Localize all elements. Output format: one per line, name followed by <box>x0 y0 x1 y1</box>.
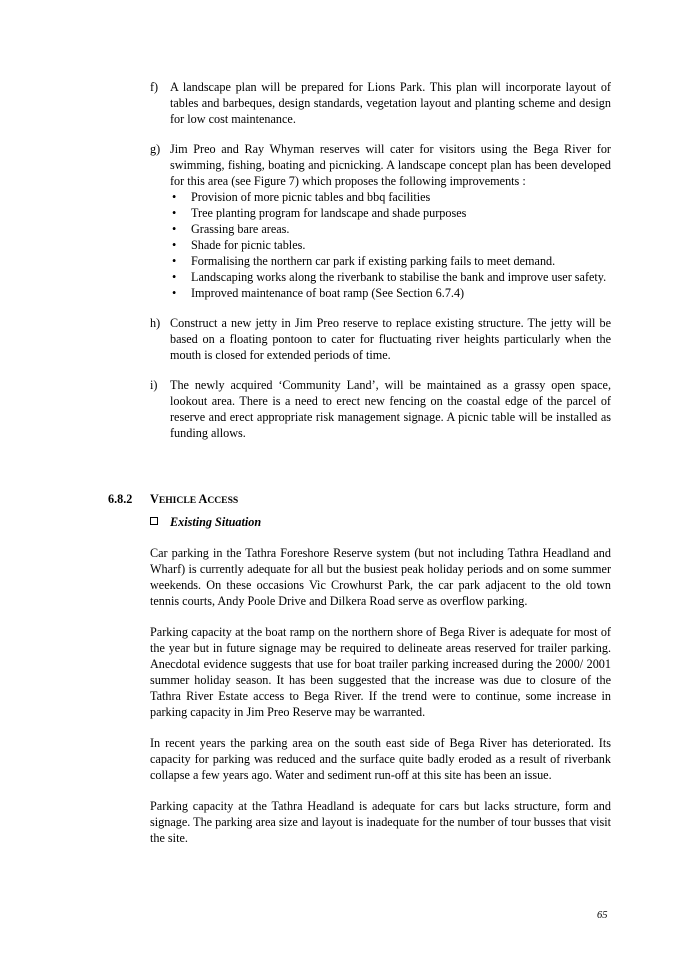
section-number: 6.8.2 <box>108 492 133 506</box>
bullet-item: • Tree planting program for landscape and shade purposes <box>172 206 467 220</box>
bullet-item: • Improved maintenance of boat ramp (See Section 6.7.4) <box>172 286 465 300</box>
checkbox-bullet-icon <box>150 517 158 525</box>
paragraph: In recent years the parking area on the south east side of Bega River has deteriorated. Its capacity for parking was reduced and the surface quite badly eroded as a result of riverbank collapse a few years ago. Water and sediment run-off at this site has been an issue. <box>150 736 611 782</box>
bullet-icon: • <box>172 190 177 204</box>
bullet-icon: • <box>172 238 177 252</box>
item-letter: h) <box>150 316 161 330</box>
item-text: Construct a new jetty in Jim Preo reserve to replace existing structure. The jetty will be based on a floating pontoon to cater for fluctuating river heights particularly when the mouth is closed for extended periods of time. <box>170 316 611 362</box>
body-text <box>150 545 611 861</box>
paragraph: Car parking in the Tathra Foreshore Reserve system (but not including Tathra Headland and Wharf) is currently adequate for all but the busiest peak holiday periods and on some summer weekends. On these occasions Vic Crowhurst Park, the car park adjacent to the old town tennis courts, Andy Poole Drive and Dilkera Road serve as overflow parking. <box>150 546 611 608</box>
bullet-item: • Grassing bare areas. <box>172 222 290 236</box>
paragraph: Parking capacity at the boat ramp on the northern shore of Bega River is adequate for most of the year but in future signage may be required to delineate areas reserved for trailer parking. Anecdotal evidence suggests that use for boat trailer parking increased during the 2000/ 2001 summer holiday season. It has been suggested that the increase was due to closure of the Tathra River Estate access to Bega River. If the trend were to continue, some increase in parking capacity in Jim Preo Reserve may be warranted. <box>150 625 611 719</box>
list-item-g <box>150 141 611 301</box>
bullet-icon: • <box>172 270 177 284</box>
item-text: A landscape plan will be prepared for Lions Park. This plan will incorporate layout of tables and barbeques, design standards, vegetation layout and planting scheme and design for low cost maintenance. <box>170 80 611 126</box>
bullet-icon: • <box>172 222 177 236</box>
subheading-text: Existing Situation <box>170 515 262 529</box>
bullet-icon: • <box>172 254 177 268</box>
bullet-item: • Landscaping works along the riverbank to stabilise the bank and improve user safety. <box>172 270 607 284</box>
improvements-list <box>170 189 611 301</box>
item-text: Jim Preo and Ray Whyman reserves will cater for visitors using the Bega River for swimming, fishing, boating and picnicking. A landscape concept plan has been developed for this area (see Figure 7) which proposes the following improvements : <box>170 142 611 188</box>
subheading <box>150 514 261 530</box>
bullet-item: • Formalising the northern car park if existing parking fails to meet demand. <box>172 254 556 268</box>
item-letter: g) <box>150 142 161 156</box>
page-number: 65 <box>597 910 608 921</box>
item-text: The newly acquired ‘Community Land’, will be maintained as a grassy open space, lookout area. There is a need to erect new fencing on the coastal edge of the parcel of reserve and erect appropriate risk management signage. A picnic table will be installed as funding allows. <box>170 378 611 440</box>
list-item-f <box>150 79 611 127</box>
section-heading: 6.8.2 VEHICLE ACCESS <box>108 492 239 506</box>
bullet-icon: • <box>172 206 177 220</box>
bullet-item: • Shade for picnic tables. <box>172 238 306 252</box>
bullet-item: • Provision of more picnic tables and bbq facilities <box>172 190 431 204</box>
bullet-icon: • <box>172 286 177 300</box>
item-letter: f) <box>150 80 159 94</box>
recommendation-list <box>150 79 611 455</box>
list-item-h <box>150 315 611 363</box>
paragraph: Parking capacity at the Tathra Headland is adequate for cars but lacks structure, form and signage. The parking area size and layout is inadequate for the number of tour busses that visit the site. <box>150 799 611 845</box>
item-letter: i) <box>150 378 158 392</box>
list-item-i <box>150 377 611 441</box>
